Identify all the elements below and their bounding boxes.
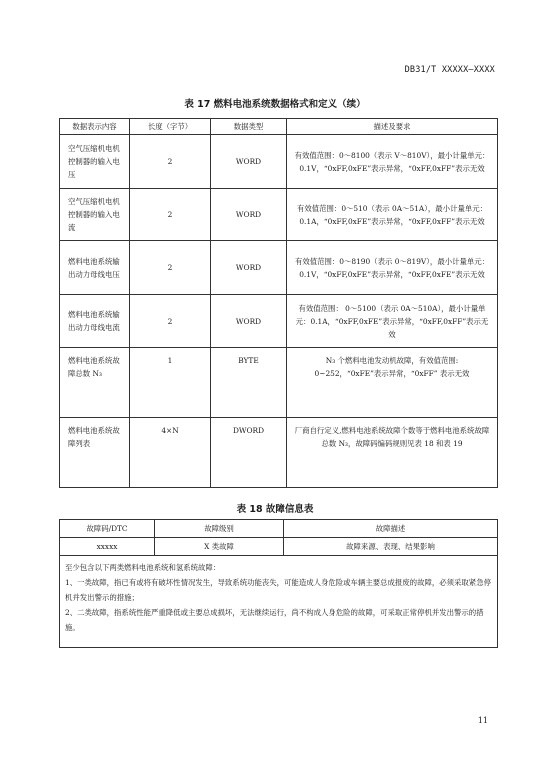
description-cell: 有效值范围：0～510（表示 0A～51A），最小计量单元：0.1A，“0xFF,0xFE”表示异常，“0xFF,0xFF”表示无效 (287, 189, 498, 241)
table-row (60, 295, 498, 348)
description-cell: 厂商自行定义,燃料电池系统故障个数等于燃料电池系统故障总数 N₃，故障码编码规则见表 18 和表 19 (287, 418, 498, 488)
data-name-cell: 空气压缩机电机控制器的输入电压 (60, 135, 130, 189)
table-row (60, 135, 498, 189)
table-17 (59, 118, 498, 488)
fault-code-cell: xxxxx (60, 538, 155, 556)
column-header: 故障级别 (155, 520, 284, 538)
description-cell: 有效值范围：0～8100（表示 V～810V），最小计量单元：0.1V，“0xFF,0xFE”表示异常，“0xFF,0xFF”表示无效 (287, 135, 498, 189)
table-row (60, 241, 498, 295)
data-name-cell: 燃料电池系统输出动力母线电流 (60, 295, 130, 348)
type-cell: WORD (211, 189, 287, 241)
description-cell: 有效值范围：0～8190（表示 0～819V），最小计量单元：0.1V，“0xFF,0xFE”表示异常，“0xFF,0xFE”表示无效 (287, 241, 498, 295)
column-header: 故障描述 (284, 520, 498, 538)
column-header: 描述及要求 (287, 119, 498, 135)
length-cell: 2 (130, 189, 211, 241)
table-18 (59, 519, 498, 648)
type-cell: DWORD (211, 418, 287, 488)
table-row (60, 538, 498, 556)
data-name-cell: 空气压缩机电机控制器的输入电流 (60, 189, 130, 241)
data-name-cell: 燃料电池系统故障列表 (60, 418, 130, 488)
note-line: 至少包含以下两类燃料电池系统和氢系统故障： (65, 563, 221, 572)
table-row (60, 348, 498, 418)
length-cell: 2 (130, 295, 211, 348)
column-header: 长度（字节） (130, 119, 211, 135)
column-header: 故障码/DTC (60, 520, 155, 538)
data-name-cell: 燃料电池系统输出动力母线电压 (60, 241, 130, 295)
table-row (60, 418, 498, 488)
table-header-row (60, 520, 498, 538)
page-number: 11 (477, 716, 488, 725)
column-header: 数据类型 (211, 119, 287, 135)
column-header: 数据表示内容 (60, 119, 130, 135)
description-cell: 有效值范围： 0～5100（表示 0A～510A），最小计量单元：0.1A，“0xFF,0xFE”表示异常，“0xFF,0xFF”表示无效 (287, 295, 498, 348)
data-name-cell: 燃料电池系统故障总数 N₃ (60, 348, 130, 418)
document-code: DB31/T XXXXX—XXXX (404, 65, 495, 75)
table-header-row (60, 119, 498, 135)
length-cell: 2 (130, 241, 211, 295)
fault-notes-cell (60, 556, 498, 648)
table-row (60, 189, 498, 241)
length-cell: 1 (130, 348, 211, 418)
type-cell: WORD (211, 241, 287, 295)
type-cell: BYTE (211, 348, 287, 418)
table-18-caption: 表 18 故障信息表 (236, 504, 314, 515)
type-cell: WORD (211, 295, 287, 348)
note-line: 2、二类故障，指系统性能严重降低或主要总成损坏，无法继续运行，尚不构成人身危险的故障，可采取正常停机并发出警示的措施。 (65, 608, 484, 632)
type-cell: WORD (211, 135, 287, 189)
note-line: 1、一类故障，指已有或将有破坏性情况发生，导致系统功能丧失，可能造成人身危险或车辆主要总成报废的故障，必须采取紧急停机并发出警示的措施； (65, 578, 491, 602)
fault-level-cell: X 类故障 (155, 538, 284, 556)
fault-description-cell: 故障来源、表现、结果影响 (284, 538, 498, 556)
table-17-caption: 表 17 燃料电池系统数据格式和定义（续） (184, 99, 366, 110)
length-cell: 4×N (130, 418, 211, 488)
length-cell: 2 (130, 135, 211, 189)
table-notes-row (60, 556, 498, 648)
description-cell: N₃ 个燃料电池发动机故障，有效值范围: 0~252，“0xFE”表示异常，“0xFF” 表示无效 (287, 348, 498, 418)
